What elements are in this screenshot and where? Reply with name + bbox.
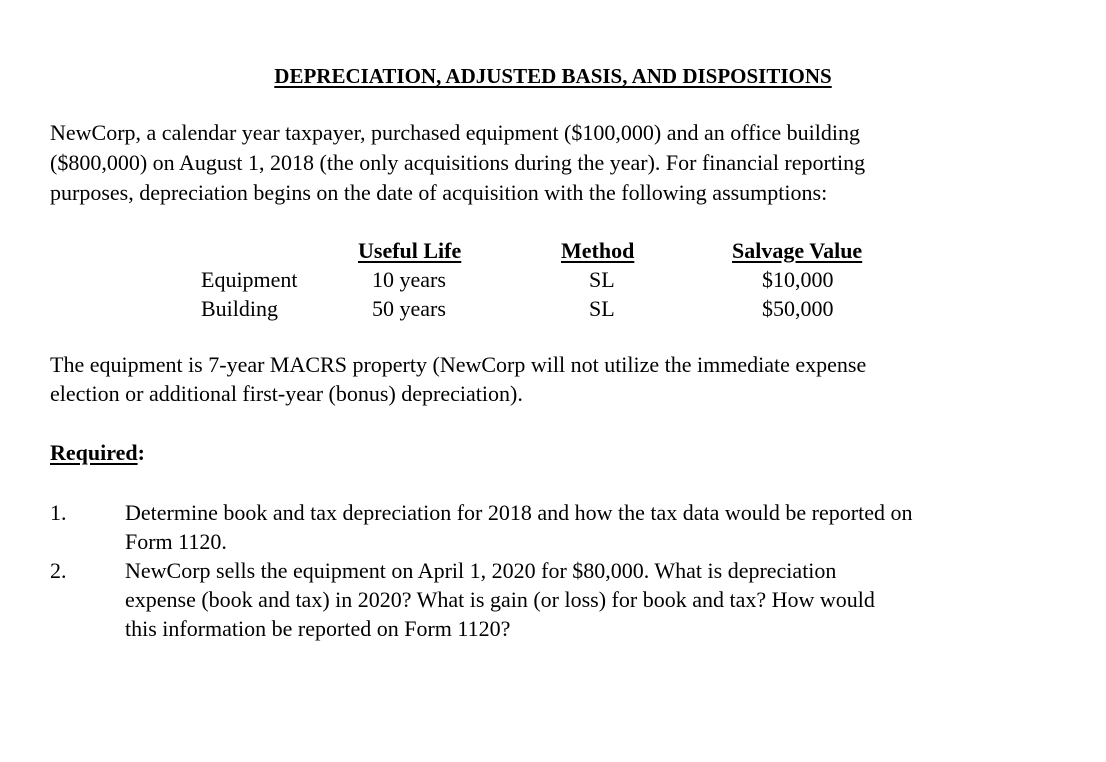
row-equipment-useful-life: 10 years xyxy=(372,267,446,292)
question-line: Form 1120. xyxy=(125,529,227,554)
note-line: The equipment is 7-year MACRS property (NewCorp will not utilize the immediate expense xyxy=(50,352,867,377)
question-item xyxy=(50,556,912,643)
row-equipment-asset: Equipment xyxy=(201,267,298,292)
question-line: expense (book and tax) in 2020? What is gain (or loss) for book and tax? How would xyxy=(125,587,875,612)
header-method: Method xyxy=(561,238,635,263)
intro-line: ($800,000) on August 1, 2018 (the only acquisitions during the year). For financial reporting xyxy=(50,150,866,175)
required-colon: : xyxy=(137,440,145,465)
question-item xyxy=(50,498,912,556)
header-salvage-value: Salvage Value xyxy=(732,238,863,263)
intro-line: NewCorp, a calendar year taxpayer, purchased equipment ($100,000) and an office building xyxy=(50,120,860,145)
required-heading xyxy=(50,440,145,466)
note-line: election or additional first-year (bonus) depreciation). xyxy=(50,381,523,406)
question-line: Determine book and tax depreciation for 2018 and how the tax data would be reported on xyxy=(125,500,913,525)
row-building-asset: Building xyxy=(201,296,279,321)
page-title: DEPRECIATION, ADJUSTED BASIS, AND DISPOSITIONS xyxy=(274,64,832,88)
required-label: Required xyxy=(50,440,138,465)
question-number: 1. xyxy=(50,500,67,525)
row-building-method: SL xyxy=(589,296,615,321)
row-equipment-method: SL xyxy=(589,267,615,292)
row-equipment-salvage: $10,000 xyxy=(762,267,834,292)
equipment-note-paragraph xyxy=(50,350,866,408)
question-line: this information be reported on Form 1120? xyxy=(125,616,511,641)
intro-paragraph xyxy=(50,118,1060,208)
questions-list xyxy=(50,498,912,643)
row-building-useful-life: 50 years xyxy=(372,296,446,321)
intro-line: purposes, depreciation begins on the date of acquisition with the following assumptions: xyxy=(50,180,828,205)
question-line: NewCorp sells the equipment on April 1, 2020 for $80,000. What is depreciation xyxy=(125,558,837,583)
question-number: 2. xyxy=(50,558,67,583)
row-building-salvage: $50,000 xyxy=(762,296,834,321)
header-useful-life: Useful Life xyxy=(358,238,462,263)
